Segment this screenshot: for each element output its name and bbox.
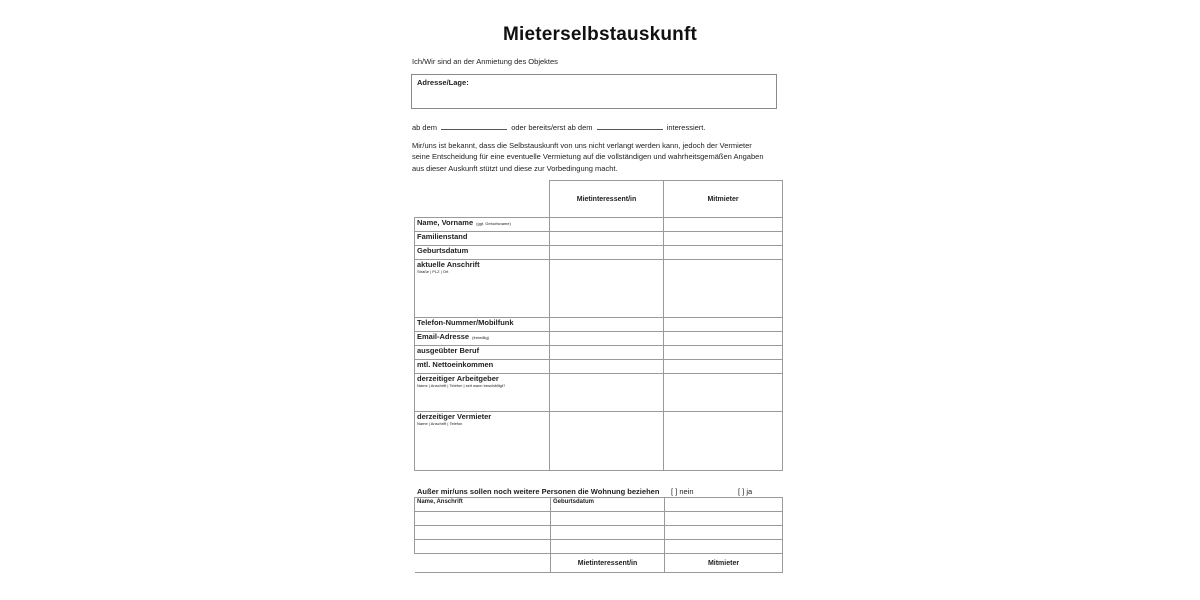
input-income-co-tenant[interactable]: [664, 360, 783, 374]
tenant-info-table: [414, 180, 783, 471]
date-prefix: ab dem: [412, 123, 438, 132]
additional-persons-question: Außer mir/uns sollen noch weitere Personen die Wohnung beziehen: [417, 487, 660, 496]
input-email-applicant[interactable]: [550, 332, 664, 346]
row-label-birthdate: Geburtsdatum: [415, 246, 550, 260]
row-label-landlord: derzeitiger Vermieter Name | Anschrift | Telefon: [415, 412, 550, 471]
input-phone-co-tenant[interactable]: [664, 318, 783, 332]
input-marital-co-tenant[interactable]: [664, 232, 783, 246]
person-birthdate-input[interactable]: [551, 526, 665, 540]
input-profession-applicant[interactable]: [550, 346, 664, 360]
row-label-email: Email-Adresse (freiwillig): [415, 332, 550, 346]
person-extra-input[interactable]: [665, 540, 783, 554]
row-label-employer: derzeitiger Arbeitgeber Name | Anschrift | Telefon | seit wann beschäftigt?: [415, 374, 550, 412]
signature-corner: [415, 554, 551, 573]
address-label: Adresse/Lage:: [417, 78, 469, 87]
person-name-input[interactable]: [415, 512, 551, 526]
row-label-marital: Familienstand: [415, 232, 550, 246]
input-name-applicant[interactable]: [550, 218, 664, 232]
row-hint-landlord: Name | Anschrift | Telefon: [417, 421, 463, 426]
input-birthdate-co-tenant[interactable]: [664, 246, 783, 260]
corner-cell: [415, 181, 550, 218]
col-header-name-address: Name, Anschrift: [415, 498, 551, 512]
input-employer-applicant[interactable]: [550, 374, 664, 412]
intro-text: Ich/Wir sind an der Anmietung des Objektes: [412, 57, 558, 66]
date-middle: oder bereits/erst ab dem: [511, 123, 593, 132]
input-employer-co-tenant[interactable]: [664, 374, 783, 412]
person-name-input[interactable]: [415, 540, 551, 554]
disclaimer-paragraph: Mir/uns ist bekannt, dass die Selbstauskunft von uns nicht verlangt werden kann, jedoch der Vermieter seine Entscheidung für eine eventuelle Vermietung auf die vollständigen und wahrheitsgemäßen Angaben aus dieser Auskunft stützt und diese zur Vorbedingung macht.: [412, 141, 764, 173]
additional-persons-table: [414, 497, 783, 573]
input-birthdate-applicant[interactable]: [550, 246, 664, 260]
date-suffix: interessiert.: [666, 123, 706, 132]
input-landlord-applicant[interactable]: [550, 412, 664, 471]
row-hint-email: (freiwillig): [472, 335, 489, 340]
signature-applicant[interactable]: Mietinteressent/in: [551, 554, 665, 573]
person-birthdate-input[interactable]: [551, 540, 665, 554]
col-header-extra: [665, 498, 783, 512]
row-label-income: mtl. Nettoeinkommen: [415, 360, 550, 374]
signature-co-tenant[interactable]: Mitmieter: [665, 554, 783, 573]
date-from-field[interactable]: [441, 122, 507, 130]
input-income-applicant[interactable]: [550, 360, 664, 374]
row-label-phone: Telefon-Nummer/Mobilfunk: [415, 318, 550, 332]
input-name-co-tenant[interactable]: [664, 218, 783, 232]
input-profession-co-tenant[interactable]: [664, 346, 783, 360]
row-label-name: Name, Vorname (ggf. Geburtsname): [415, 218, 550, 232]
person-extra-input[interactable]: [665, 526, 783, 540]
row-hint-employer: Name | Anschrift | Telefon | seit wann beschäftigt?: [417, 383, 506, 388]
col-header-applicant: Mietinteressent/in: [550, 181, 664, 218]
input-landlord-co-tenant[interactable]: [664, 412, 783, 471]
option-yes-checkbox[interactable]: [ ] ja: [738, 487, 753, 496]
input-marital-applicant[interactable]: [550, 232, 664, 246]
input-email-co-tenant[interactable]: [664, 332, 783, 346]
input-phone-applicant[interactable]: [550, 318, 664, 332]
person-extra-input[interactable]: [665, 512, 783, 526]
row-label-address: aktuelle Anschrift Straße | PLZ | Ort: [415, 260, 550, 318]
person-name-input[interactable]: [415, 526, 551, 540]
input-address-applicant[interactable]: [550, 260, 664, 318]
address-field[interactable]: [411, 74, 777, 109]
col-header-birthdate: Geburtsdatum: [551, 498, 665, 512]
option-no-checkbox[interactable]: [ ] nein: [671, 487, 694, 496]
page-title: Mieterselbstauskunft: [502, 24, 698, 45]
col-header-co-tenant: Mitmieter: [664, 181, 783, 218]
row-hint-address: Straße | PLZ | Ort: [417, 269, 449, 274]
date-line: [412, 122, 705, 132]
person-birthdate-input[interactable]: [551, 512, 665, 526]
row-hint-name: (ggf. Geburtsname): [476, 221, 511, 226]
input-address-co-tenant[interactable]: [664, 260, 783, 318]
date-alt-field[interactable]: [597, 122, 663, 130]
row-label-profession: ausgeübter Beruf: [415, 346, 550, 360]
